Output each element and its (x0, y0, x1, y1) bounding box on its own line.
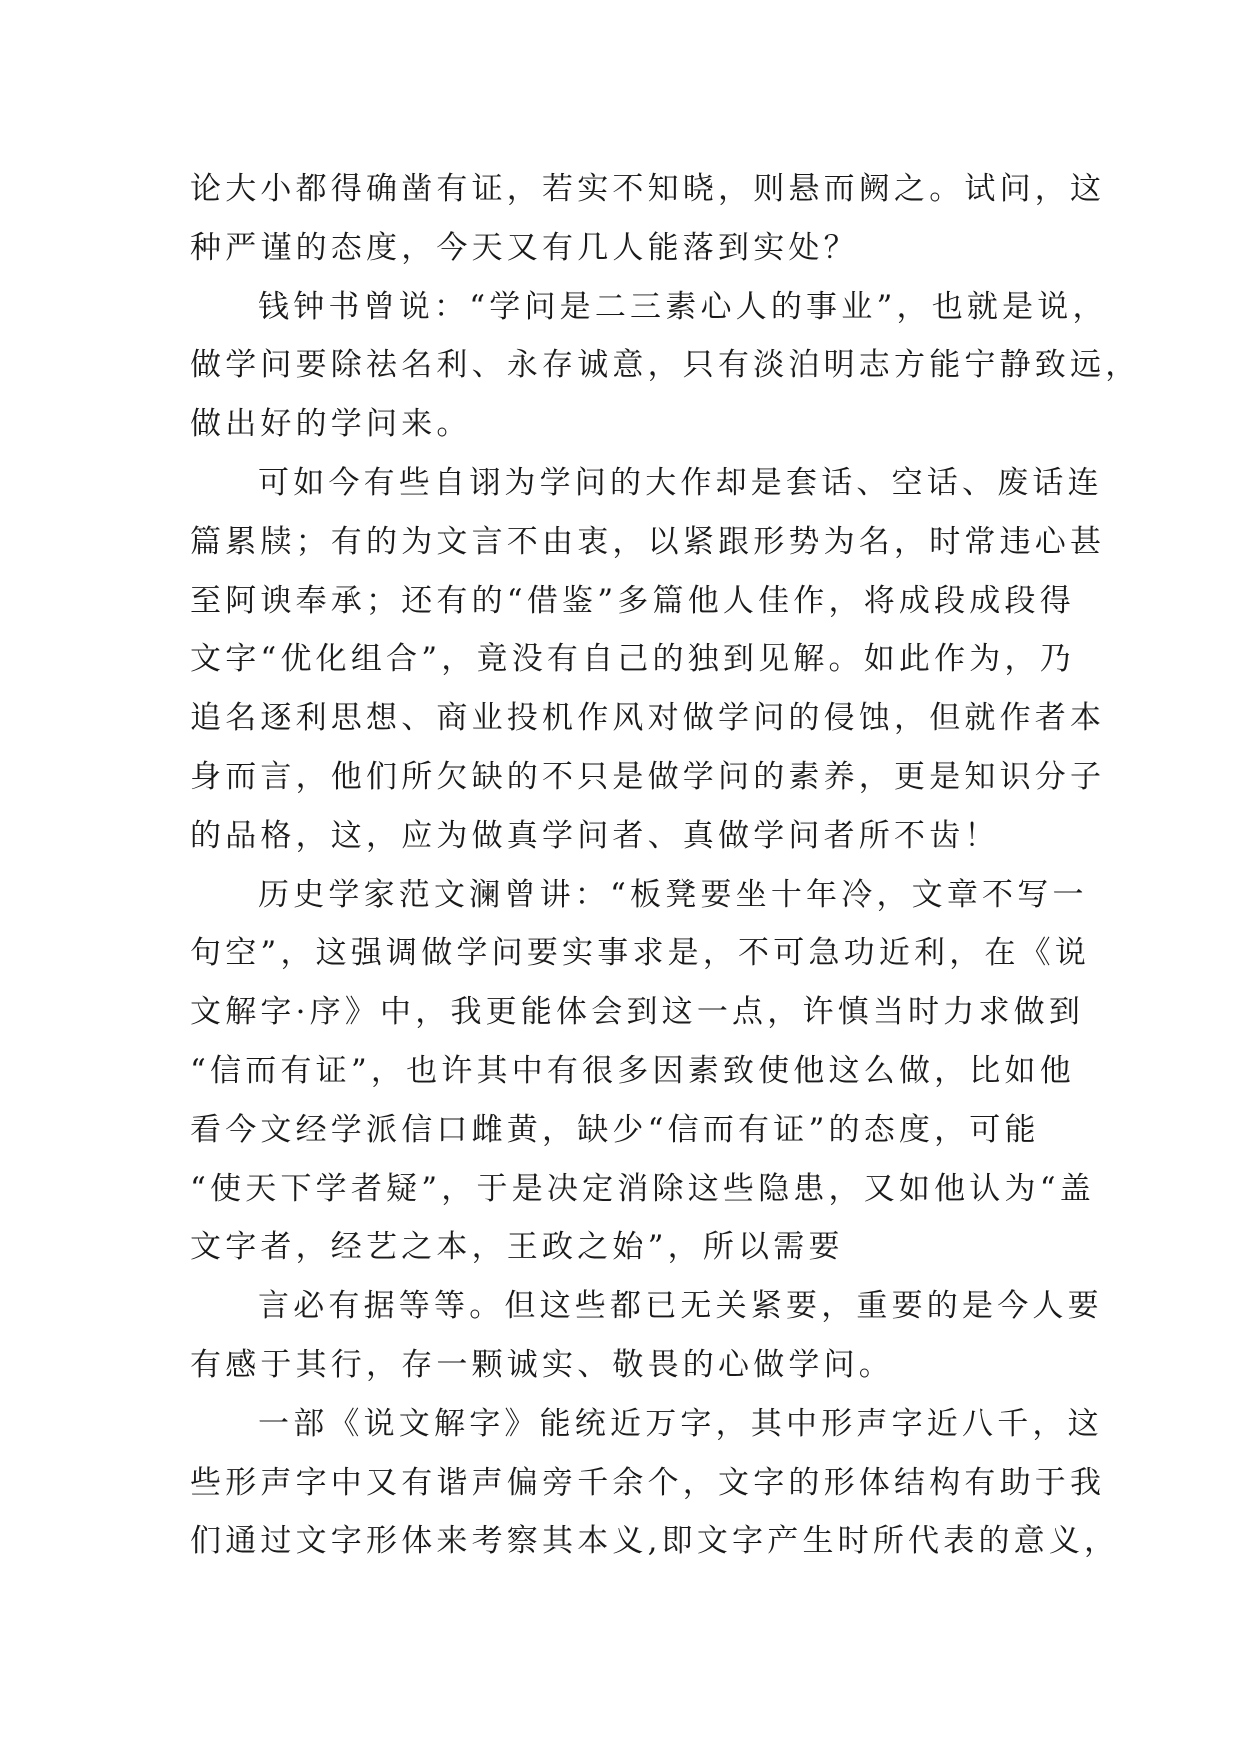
text-line: 们通过文字形体来考察其本义,即文字产生时所代表的意义， (190, 1523, 1120, 1560)
text-line: 至阿谀奉承；还有的“借鉴”多篇他人佳作，将成段成段得 (190, 582, 1075, 619)
text-line: 些形声字中又有谐声偏旁千余个，文字的形体结构有助于我 (190, 1464, 1106, 1501)
text-line: 论大小都得确凿有证，若实不知晓，则悬而阙之。试问，这 (190, 171, 1106, 207)
text-line: 做学问要除祛名利、永存诚意，只有淡泊明志方能宁静致远， (190, 347, 1141, 384)
text-line: 有感于其行，存一颗诚实、敬畏的心做学问。 (190, 1346, 894, 1383)
text-line: 看今文经学派信口雌黄，缺少“信而有证”的态度，可能 (190, 1111, 1040, 1148)
text-line: 做出好的学问来。 (190, 406, 472, 443)
text-line: 文字者，经艺之本，王政之始”，所以需要 (190, 1229, 844, 1266)
text-line: “信而有证”，也许其中有很多因素致使他这么做，比如他 (190, 1052, 1075, 1089)
text-line: 的品格，这，应为做真学问者、真做学问者所不齿！ (190, 817, 1000, 854)
paragraph-start-line: 言必有据等等。但这些都已无关紧要，重要的是今人要 (258, 1288, 1103, 1325)
text-line: “使天下学者疑”，于是决定消除这些隐患，又如他认为“盖 (190, 1170, 1095, 1207)
paragraph-start-line: 一部《说文解字》能统近万字，其中形声字近八千，这 (258, 1405, 1103, 1442)
paragraph-start-line: 钱钟书曾说：“学问是二三素心人的事业”，也就是说， (258, 288, 1108, 325)
body-text (190, 160, 1141, 1571)
text-line: 篇累牍；有的为文言不由衷，以紧跟形势为名，时常违心甚 (190, 523, 1106, 560)
paragraph-start-line: 可如今有些自诩为学问的大作却是套话、空话、废话连 (258, 464, 1103, 501)
text-line: 种严谨的态度，今天又有几人能落到实处？ (190, 229, 859, 266)
paragraph-start-line: 历史学家范文澜曾讲：“板凳要坐十年冷，文章不写一 (258, 876, 1088, 913)
text-line: 句空”，这强调做学问要实事求是，不可急功近利，在《说 (190, 935, 1091, 972)
text-line: 文字“优化组合”，竟没有自己的独到见解。如此作为，乃 (190, 641, 1075, 678)
text-line: 身而言，他们所欠缺的不只是做学问的素养，更是知识分子 (190, 758, 1106, 795)
text-line: 追名逐利思想、商业投机作风对做学问的侵蚀，但就作者本 (190, 700, 1106, 737)
text-line: 文解字·序》中，我更能体会到这一点，许慎当时力求做到 (190, 994, 1085, 1031)
